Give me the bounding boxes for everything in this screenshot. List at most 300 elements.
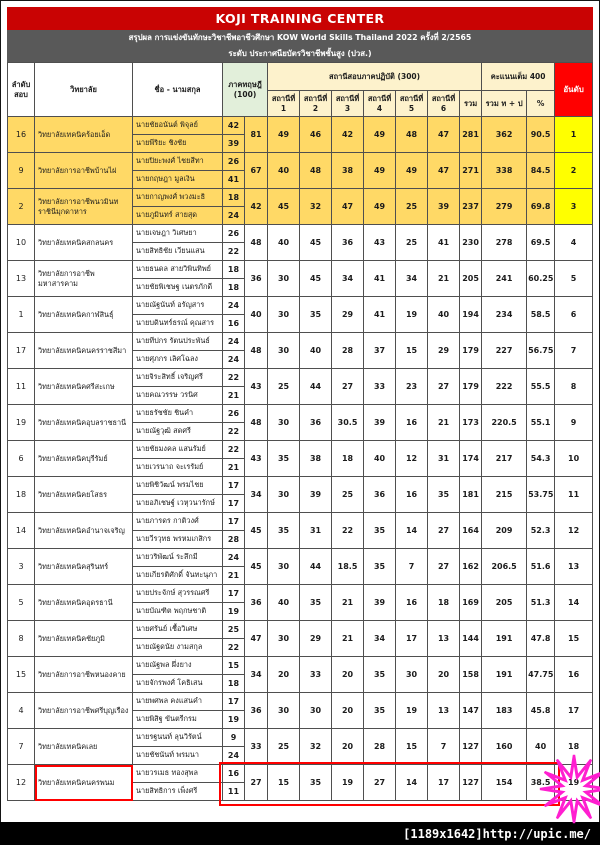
student-name-cell: นายชัชนันท์ พรมนา <box>133 747 223 765</box>
exam-no-cell: 10 <box>8 225 35 261</box>
theory-total-cell: 48 <box>245 225 268 261</box>
station-5-cell: 34 <box>396 261 428 297</box>
college-cell: วิทยาลัยเทคนิคอุบลราชธานี <box>35 405 133 441</box>
student-name-cell: นายเกียรติศักดิ์ จันทะนุภา <box>133 567 223 585</box>
rank-cell: 8 <box>555 369 593 405</box>
header-station-2: สถานีที่ 2 <box>300 91 332 117</box>
station-5-cell: 30 <box>396 657 428 693</box>
station-3-cell: 18.5 <box>332 549 364 585</box>
student-name-cell: นายรฐนนท์ ลุนวิรัตน์ <box>133 729 223 747</box>
grand-total-cell: 234 <box>482 297 527 333</box>
student-name-cell: นายณัฐนันท์ อรัญสาร <box>133 297 223 315</box>
station-6-cell: 47 <box>428 117 460 153</box>
student-name-cell: นายภูมินทร์ สายสุด <box>133 207 223 225</box>
student-name-cell: นายกฤษฎา มูลเงิน <box>133 171 223 189</box>
student-theory-cell: 39 <box>223 135 245 153</box>
station-2-cell: 30 <box>300 693 332 729</box>
student-name-cell: นายชัยมงคล แสนรัมย์ <box>133 441 223 459</box>
student-theory-cell: 24 <box>223 333 245 351</box>
header-college: วิทยาลัย <box>35 63 133 117</box>
station-6-cell: 31 <box>428 441 460 477</box>
exam-no-cell: 16 <box>8 117 35 153</box>
college-cell: วิทยาลัยเทคนิคบุรีรัมย์ <box>35 441 133 477</box>
rank-cell: 15 <box>555 621 593 657</box>
station-6-cell: 27 <box>428 513 460 549</box>
table-row <box>8 225 593 243</box>
header-theory <box>223 63 268 117</box>
station-total-cell: 179 <box>460 333 482 369</box>
station-3-cell: 38 <box>332 153 364 189</box>
student-name-cell: นายทีปกร รัตนประพันธ์ <box>133 333 223 351</box>
percent-cell: 56.75 <box>527 333 555 369</box>
student-name-cell: นายศุภกร เลิศโฉลง <box>133 351 223 369</box>
college-cell: วิทยาลัยเทคนิคนครราชสีมา <box>35 333 133 369</box>
station-1-cell: 25 <box>268 369 300 405</box>
exam-no-cell: 12 <box>8 765 35 801</box>
student-theory-cell: 9 <box>223 729 245 747</box>
footer-bar <box>0 822 600 845</box>
exam-no-cell: 8 <box>8 621 35 657</box>
header-exam-no-line1: ลำดับ <box>11 80 31 90</box>
table-row <box>8 693 593 711</box>
student-theory-cell: 19 <box>223 711 245 729</box>
header-full-score-group: คะแนนเต็ม 400 <box>482 63 555 91</box>
header-station-4: สถานีที่ 4 <box>364 91 396 117</box>
student-theory-cell: 26 <box>223 405 245 423</box>
rank-cell: 17 <box>555 693 593 729</box>
station-total-cell: 173 <box>460 405 482 441</box>
station-3-cell: 25 <box>332 477 364 513</box>
student-name-cell: นายชัยพิเชษฐ เนตรภักดี <box>133 279 223 297</box>
college-cell: วิทยาลัยเทคนิคสุรินทร์ <box>35 549 133 585</box>
station-3-cell: 18 <box>332 441 364 477</box>
station-total-cell: 179 <box>460 369 482 405</box>
station-4-cell: 35 <box>364 549 396 585</box>
rank-cell: 4 <box>555 225 593 261</box>
grand-total-cell: 338 <box>482 153 527 189</box>
station-1-cell: 30 <box>268 333 300 369</box>
table-row <box>8 513 593 531</box>
college-cell: วิทยาลัยการอาชีพหนองคาย <box>35 657 133 693</box>
table-row <box>8 189 593 207</box>
theory-total-cell: 67 <box>245 153 268 189</box>
theory-total-cell: 48 <box>245 333 268 369</box>
table-row <box>8 261 593 279</box>
rank-cell: 10 <box>555 441 593 477</box>
station-total-cell: 158 <box>460 657 482 693</box>
table-row <box>8 333 593 351</box>
rank-cell: 9 <box>555 405 593 441</box>
exam-no-cell: 18 <box>8 477 35 513</box>
station-3-cell: 22 <box>332 513 364 549</box>
header-theory-line1: ภาคทฤษฎี <box>228 80 262 90</box>
station-4-cell: 43 <box>364 225 396 261</box>
student-theory-cell: 16 <box>223 315 245 333</box>
student-name-cell: นายปิยะพงศ์ ไชยสีทา <box>133 153 223 171</box>
station-3-cell: 20 <box>332 729 364 765</box>
station-1-cell: 30 <box>268 297 300 333</box>
station-6-cell: 13 <box>428 693 460 729</box>
theory-total-cell: 34 <box>245 477 268 513</box>
station-3-cell: 29 <box>332 297 364 333</box>
percent-cell: 47.75 <box>527 657 555 693</box>
header-practical-group: สถานีสอบภาคปฏิบัติ (300) <box>268 63 482 91</box>
student-name-cell: นายจักรพงศ์ โคธิเสน <box>133 675 223 693</box>
results-tbody <box>8 117 593 801</box>
rank-cell: 16 <box>555 657 593 693</box>
student-theory-cell: 22 <box>223 243 245 261</box>
student-theory-cell: 22 <box>223 369 245 387</box>
station-6-cell: 20 <box>428 657 460 693</box>
student-theory-cell: 22 <box>223 441 245 459</box>
student-theory-cell: 24 <box>223 747 245 765</box>
student-theory-cell: 24 <box>223 207 245 225</box>
exam-no-cell: 11 <box>8 369 35 405</box>
table-row <box>8 621 593 639</box>
theory-total-cell: 27 <box>245 765 268 801</box>
station-6-cell: 21 <box>428 405 460 441</box>
college-cell: วิทยาลัยเทคนิคเลย <box>35 729 133 765</box>
station-4-cell: 40 <box>364 441 396 477</box>
college-cell: วิทยาลัยเทคนิคนครพนม <box>35 765 133 801</box>
percent-cell: 69.8 <box>527 189 555 225</box>
table-row <box>8 441 593 459</box>
station-6-cell: 17 <box>428 765 460 801</box>
station-total-cell: 271 <box>460 153 482 189</box>
station-5-cell: 19 <box>396 297 428 333</box>
student-theory-cell: 26 <box>223 153 245 171</box>
station-4-cell: 35 <box>364 657 396 693</box>
station-total-cell: 205 <box>460 261 482 297</box>
station-2-cell: 46 <box>300 117 332 153</box>
college-cell: วิทยาลัยการอาชีพนวมินทราชินีมุกดาหาร <box>35 189 133 225</box>
rank-cell: 5 <box>555 261 593 297</box>
exam-no-cell: 17 <box>8 333 35 369</box>
college-cell: วิทยาลัยเทคนิคอำนาจเจริญ <box>35 513 133 549</box>
subtitle-band <box>7 30 593 62</box>
student-theory-cell: 17 <box>223 693 245 711</box>
station-5-cell: 25 <box>396 189 428 225</box>
percent-cell: 58.5 <box>527 297 555 333</box>
station-2-cell: 31 <box>300 513 332 549</box>
student-name-cell: นายธรัชชัย ชินคำ <box>133 405 223 423</box>
college-cell: วิทยาลัยเทคนิคชัยภูมิ <box>35 621 133 657</box>
station-3-cell: 28 <box>332 333 364 369</box>
station-total-cell: 230 <box>460 225 482 261</box>
station-6-cell: 41 <box>428 225 460 261</box>
percent-cell: 51.6 <box>527 549 555 585</box>
station-6-cell: 13 <box>428 621 460 657</box>
station-5-cell: 16 <box>396 585 428 621</box>
grand-total-cell: 191 <box>482 657 527 693</box>
station-6-cell: 35 <box>428 477 460 513</box>
station-3-cell: 19 <box>332 765 364 801</box>
station-4-cell: 28 <box>364 729 396 765</box>
student-theory-cell: 17 <box>223 495 245 513</box>
grand-total-cell: 227 <box>482 333 527 369</box>
station-5-cell: 23 <box>396 369 428 405</box>
exam-no-cell: 2 <box>8 189 35 225</box>
station-1-cell: 30 <box>268 405 300 441</box>
station-5-cell: 48 <box>396 117 428 153</box>
station-5-cell: 49 <box>396 153 428 189</box>
theory-total-cell: 42 <box>245 189 268 225</box>
station-total-cell: 147 <box>460 693 482 729</box>
student-theory-cell: 18 <box>223 261 245 279</box>
station-1-cell: 35 <box>268 441 300 477</box>
station-2-cell: 35 <box>300 297 332 333</box>
exam-no-cell: 4 <box>8 693 35 729</box>
rank-cell: 18 <box>555 729 593 765</box>
theory-total-cell: 45 <box>245 549 268 585</box>
student-name-cell: นายภารดร กาติวงศ์ <box>133 513 223 531</box>
table-row <box>8 477 593 495</box>
grand-total-cell: 215 <box>482 477 527 513</box>
student-name-cell: นายกาญพงศ์ พวงมะธิ <box>133 189 223 207</box>
table-row <box>8 585 593 603</box>
station-1-cell: 30 <box>268 693 300 729</box>
grand-total-cell: 183 <box>482 693 527 729</box>
station-2-cell: 48 <box>300 153 332 189</box>
student-name-cell: นายอภิเชษฐ์ เวหุวนารักษ์ <box>133 495 223 513</box>
header-rank: อันดับ <box>555 63 593 117</box>
station-4-cell: 49 <box>364 153 396 189</box>
header-row-1 <box>8 63 593 91</box>
theory-total-cell: 45 <box>245 513 268 549</box>
table-row <box>8 153 593 171</box>
student-theory-cell: 15 <box>223 657 245 675</box>
header-exam-no <box>8 63 35 117</box>
student-theory-cell: 18 <box>223 279 245 297</box>
station-total-cell: 237 <box>460 189 482 225</box>
header-exam-no-line2: สอบ <box>14 89 28 99</box>
college-cell: วิทยาลัยการอาชีพบ้านไผ่ <box>35 153 133 189</box>
exam-no-cell: 6 <box>8 441 35 477</box>
percent-cell: 47.8 <box>527 621 555 657</box>
header-percent: % <box>527 91 555 117</box>
student-name-cell: นายชัยอนันต์ พิจุลย์ <box>133 117 223 135</box>
theory-total-cell: 47 <box>245 621 268 657</box>
station-6-cell: 47 <box>428 153 460 189</box>
station-1-cell: 49 <box>268 117 300 153</box>
student-name-cell: นายณัฐพล ผึ่งยาง <box>133 657 223 675</box>
station-2-cell: 32 <box>300 729 332 765</box>
exam-no-cell: 19 <box>8 405 35 441</box>
student-theory-cell: 17 <box>223 477 245 495</box>
student-theory-cell: 41 <box>223 171 245 189</box>
exam-no-cell: 3 <box>8 549 35 585</box>
station-1-cell: 45 <box>268 189 300 225</box>
student-theory-cell: 24 <box>223 351 245 369</box>
station-2-cell: 39 <box>300 477 332 513</box>
student-theory-cell: 16 <box>223 765 245 783</box>
station-3-cell: 20 <box>332 657 364 693</box>
percent-cell: 60.25 <box>527 261 555 297</box>
station-2-cell: 35 <box>300 765 332 801</box>
station-2-cell: 29 <box>300 621 332 657</box>
station-6-cell: 18 <box>428 585 460 621</box>
student-name-cell: นายจิระสิทธิ์ เจริญศรี <box>133 369 223 387</box>
station-5-cell: 25 <box>396 225 428 261</box>
station-1-cell: 30 <box>268 261 300 297</box>
station-4-cell: 34 <box>364 621 396 657</box>
student-theory-cell: 21 <box>223 459 245 477</box>
grand-total-cell: 279 <box>482 189 527 225</box>
header-station-5: สถานีที่ 5 <box>396 91 428 117</box>
student-theory-cell: 24 <box>223 297 245 315</box>
student-theory-cell: 22 <box>223 423 245 441</box>
percent-cell: 55.1 <box>527 405 555 441</box>
station-2-cell: 40 <box>300 333 332 369</box>
station-5-cell: 12 <box>396 441 428 477</box>
station-1-cell: 30 <box>268 549 300 585</box>
grand-total-cell: 217 <box>482 441 527 477</box>
student-theory-cell: 18 <box>223 675 245 693</box>
percent-cell: 53.75 <box>527 477 555 513</box>
percent-cell: 69.5 <box>527 225 555 261</box>
student-theory-cell: 42 <box>223 117 245 135</box>
station-3-cell: 21 <box>332 621 364 657</box>
student-name-cell: นายคณวรรษ วรนิศ <box>133 387 223 405</box>
header-name: ชื่อ - นามสกุล <box>133 63 223 117</box>
station-4-cell: 41 <box>364 297 396 333</box>
theory-total-cell: 43 <box>245 369 268 405</box>
student-theory-cell: 25 <box>223 621 245 639</box>
college-cell: วิทยาลัยเทคนิคกาฬสินธุ์ <box>35 297 133 333</box>
header-station-total: รวม <box>460 91 482 117</box>
station-1-cell: 35 <box>268 513 300 549</box>
student-name-cell: นายบดินทร์ธรณ์ คุณสาร <box>133 315 223 333</box>
percent-cell: 90.5 <box>527 117 555 153</box>
station-4-cell: 49 <box>364 117 396 153</box>
station-2-cell: 33 <box>300 657 332 693</box>
station-4-cell: 39 <box>364 405 396 441</box>
station-2-cell: 32 <box>300 189 332 225</box>
percent-cell: 38.5 <box>527 765 555 801</box>
station-1-cell: 40 <box>268 585 300 621</box>
theory-total-cell: 43 <box>245 441 268 477</box>
station-6-cell: 29 <box>428 333 460 369</box>
station-5-cell: 14 <box>396 513 428 549</box>
station-4-cell: 33 <box>364 369 396 405</box>
header-theory-line2: (100) <box>233 89 257 99</box>
exam-no-cell: 7 <box>8 729 35 765</box>
station-2-cell: 36 <box>300 405 332 441</box>
station-3-cell: 42 <box>332 117 364 153</box>
station-3-cell: 27 <box>332 369 364 405</box>
rank-cell: 1 <box>555 117 593 153</box>
student-theory-cell: 21 <box>223 387 245 405</box>
station-5-cell: 16 <box>396 405 428 441</box>
percent-cell: 52.3 <box>527 513 555 549</box>
table-row <box>8 657 593 675</box>
station-total-cell: 162 <box>460 549 482 585</box>
station-2-cell: 44 <box>300 549 332 585</box>
table-row <box>8 765 593 783</box>
rank-cell: 2 <box>555 153 593 189</box>
table-row <box>8 369 593 387</box>
rank-cell: 7 <box>555 333 593 369</box>
student-name-cell: นายพิชิวัฒน์ พรมไชย <box>133 477 223 495</box>
page-title: KOJI TRAINING CENTER <box>215 11 385 26</box>
station-total-cell: 144 <box>460 621 482 657</box>
station-total-cell: 174 <box>460 441 482 477</box>
grand-total-cell: 154 <box>482 765 527 801</box>
student-name-cell: นายเวรนาถ จะเรรัมย์ <box>133 459 223 477</box>
college-cell: วิทยาลัยการอาชีพศรีบุญเรือง <box>35 693 133 729</box>
student-theory-cell: 17 <box>223 513 245 531</box>
theory-total-cell: 36 <box>245 585 268 621</box>
student-theory-cell: 26 <box>223 225 245 243</box>
station-4-cell: 41 <box>364 261 396 297</box>
college-cell: วิทยาลัยเทคนิคร้อยเอ็ด <box>35 117 133 153</box>
exam-no-cell: 15 <box>8 657 35 693</box>
station-1-cell: 40 <box>268 153 300 189</box>
header-station-6: สถานีที่ 6 <box>428 91 460 117</box>
station-4-cell: 27 <box>364 765 396 801</box>
student-name-cell: นายเจษฎา วิเศษยา <box>133 225 223 243</box>
station-3-cell: 36 <box>332 225 364 261</box>
percent-cell: 55.5 <box>527 369 555 405</box>
title-bar <box>7 7 593 30</box>
rank-cell: 6 <box>555 297 593 333</box>
exam-no-cell: 13 <box>8 261 35 297</box>
station-2-cell: 45 <box>300 225 332 261</box>
grand-total-cell: 222 <box>482 369 527 405</box>
theory-total-cell: 40 <box>245 297 268 333</box>
student-name-cell: นายสิทธิการ เพ็งศรี <box>133 783 223 801</box>
station-3-cell: 20 <box>332 693 364 729</box>
grand-total-cell: 191 <box>482 621 527 657</box>
station-5-cell: 17 <box>396 621 428 657</box>
student-theory-cell: 24 <box>223 549 245 567</box>
station-6-cell: 39 <box>428 189 460 225</box>
college-cell: วิทยาลัยเทคนิคสกลนคร <box>35 225 133 261</box>
theory-total-cell: 36 <box>245 261 268 297</box>
station-4-cell: 36 <box>364 477 396 513</box>
student-name-cell: นายวริพัฒน์ ระลึกมี <box>133 549 223 567</box>
student-name-cell: นายประจักษ์ สุวรรณศรี <box>133 585 223 603</box>
station-5-cell: 15 <box>396 729 428 765</box>
station-6-cell: 21 <box>428 261 460 297</box>
station-6-cell: 7 <box>428 729 460 765</box>
station-3-cell: 34 <box>332 261 364 297</box>
grand-total-cell: 220.5 <box>482 405 527 441</box>
subtitle-line1: สรุปผล การแข่งขันทักษะวิชาชีพอาชีวศึกษา KOW World Skills Thailand 2022 ครั้งที่ 2/2565 <box>128 33 472 42</box>
percent-cell: 54.3 <box>527 441 555 477</box>
grand-total-cell: 278 <box>482 225 527 261</box>
table-row <box>8 297 593 315</box>
station-5-cell: 16 <box>396 477 428 513</box>
college-cell: วิทยาลัยเทคนิคอุดรธานี <box>35 585 133 621</box>
theory-total-cell: 48 <box>245 405 268 441</box>
station-total-cell: 169 <box>460 585 482 621</box>
station-5-cell: 15 <box>396 333 428 369</box>
student-name-cell: นายพศพล คงแสนคำ <box>133 693 223 711</box>
station-4-cell: 39 <box>364 585 396 621</box>
station-total-cell: 281 <box>460 117 482 153</box>
student-name-cell: นายวีรวุทธ พรหมเกสิกร <box>133 531 223 549</box>
table-row <box>8 549 593 567</box>
header-grand-total: รวม ท + ป <box>482 91 527 117</box>
station-1-cell: 25 <box>268 729 300 765</box>
student-name-cell: นายณัฐวุฒิ สดศรี <box>133 423 223 441</box>
station-total-cell: 194 <box>460 297 482 333</box>
student-name-cell: นายณัฐดนัย งามสกุล <box>133 639 223 657</box>
student-theory-cell: 17 <box>223 585 245 603</box>
header-station-1: สถานีที่ 1 <box>268 91 300 117</box>
station-total-cell: 181 <box>460 477 482 513</box>
